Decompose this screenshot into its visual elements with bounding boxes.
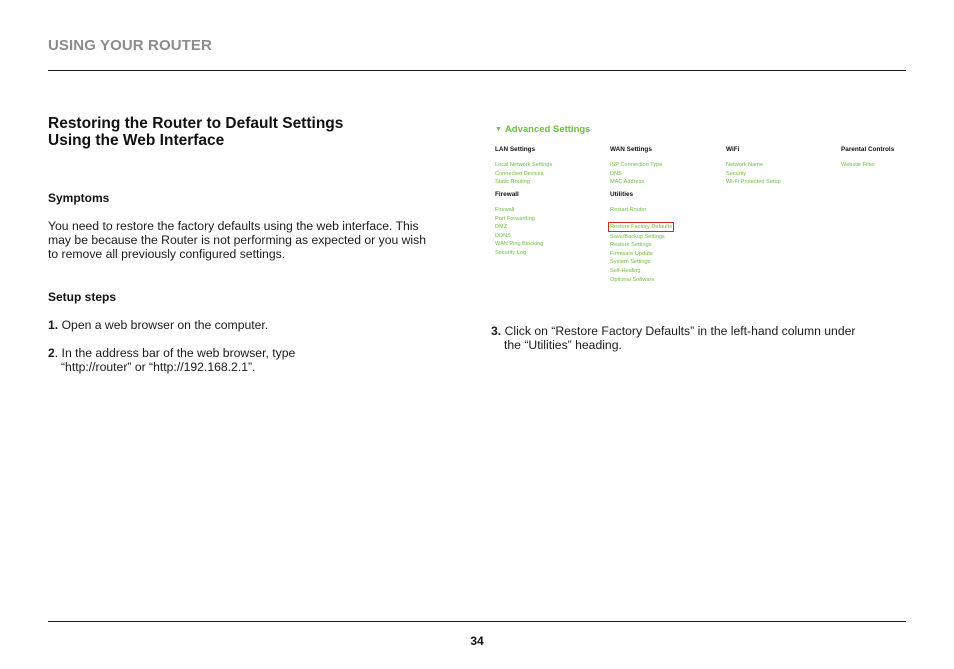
- step-3-text-line2: the “Utilities” heading.: [504, 338, 622, 352]
- lan-settings-heading: LAN Settings: [495, 146, 536, 153]
- step-2-text-line2: “http://router” or “http://192.168.2.1”.: [61, 360, 256, 374]
- firewall-heading: Firewall: [495, 191, 519, 198]
- step-2-number: 2: [48, 346, 55, 360]
- bottom-divider: [48, 621, 906, 622]
- link-static-routing[interactable]: Static Routing: [495, 179, 530, 186]
- wan-settings-heading: WAN Settings: [610, 146, 652, 153]
- page-number: 34: [470, 634, 484, 648]
- link-dns[interactable]: DNS: [610, 170, 622, 177]
- link-security[interactable]: Security: [726, 170, 747, 177]
- link-port-forwarding[interactable]: Port Forwarding: [495, 215, 535, 222]
- link-wan-ping-blocking[interactable]: WAN Ping Blocking: [495, 241, 544, 248]
- wan-settings-list: [610, 161, 722, 187]
- link-mac-address[interactable]: MAC Address: [610, 179, 645, 186]
- lan-settings-list: [495, 161, 607, 187]
- link-security-log[interactable]: Security Log: [495, 249, 527, 256]
- link-website-filter[interactable]: Website Filter: [841, 162, 876, 168]
- symptoms-heading: Symptoms: [48, 191, 110, 205]
- wan-settings-column: [610, 146, 722, 187]
- link-optional-software[interactable]: Optional Software: [610, 276, 655, 283]
- page-title: Restoring the Router to Default Settings Using the Web Interface: [48, 115, 344, 149]
- link-firewall[interactable]: Firewall: [495, 207, 515, 213]
- step-3: [491, 324, 911, 352]
- step-1-number: 1.: [48, 318, 59, 332]
- wifi-list: [726, 161, 838, 187]
- setup-heading: Setup steps: [48, 290, 117, 304]
- step-1: [48, 318, 448, 332]
- link-wifi-protected-setup[interactable]: Wi-Fi Protected Setup: [726, 179, 781, 186]
- step-3-text: Click on “Restore Factory Defaults” in the left-hand column under: [504, 324, 856, 338]
- link-connected-devices[interactable]: Connected Devices: [495, 170, 544, 177]
- symptoms-text: You need to restore the factory defaults using the web interface. This may be because the Router is not performing as expected or you wish to remove all previously configured settings.: [48, 219, 427, 261]
- link-ddns[interactable]: DDNS: [495, 232, 511, 239]
- firewall-list: [495, 206, 607, 258]
- link-local-network-settings[interactable]: Local Network Settings: [495, 162, 553, 168]
- triangle-down-icon: ▼: [495, 126, 502, 133]
- step-1-text: Open a web browser on the computer.: [61, 318, 269, 332]
- utilities-heading: Utilities: [610, 191, 634, 198]
- step-2-text: . In the address bar of the web browser, type: [54, 346, 296, 360]
- link-restart-router[interactable]: Restart Router: [610, 207, 647, 213]
- parental-controls-heading: Parental Controls: [841, 146, 895, 153]
- link-dmz[interactable]: DMZ: [495, 224, 508, 231]
- step-2: [48, 346, 448, 374]
- wifi-heading: WiFi: [726, 146, 740, 153]
- utilities-column: [610, 191, 722, 284]
- firewall-column: [495, 191, 607, 258]
- section-header: USING YOUR ROUTER: [48, 37, 212, 54]
- link-self-healing[interactable]: Self-Healing: [610, 267, 641, 274]
- advanced-settings-title[interactable]: [495, 124, 590, 135]
- link-isp-connection-type[interactable]: ISP Connection Type: [610, 162, 663, 168]
- link-save-backup-settings[interactable]: Save/Backup Settings: [610, 233, 665, 240]
- parental-controls-column: [841, 146, 953, 170]
- utilities-list: [610, 206, 722, 284]
- link-restore-factory-defaults[interactable]: Restore Factory Defaults: [610, 223, 672, 230]
- top-divider: [48, 70, 906, 71]
- link-network-name[interactable]: Network Name: [726, 162, 763, 168]
- advanced-settings-panel: [495, 122, 915, 282]
- link-system-settings[interactable]: System Settings: [610, 259, 651, 266]
- wifi-column: [726, 146, 838, 187]
- step-3-number: 3.: [491, 324, 502, 338]
- link-firmware-update[interactable]: Firmware Update: [610, 250, 653, 257]
- parental-controls-list: [841, 161, 953, 170]
- link-restore-settings[interactable]: Restore Settings: [610, 242, 652, 249]
- lan-settings-column: [495, 146, 607, 187]
- advanced-settings-label: Advanced Settings: [504, 124, 591, 135]
